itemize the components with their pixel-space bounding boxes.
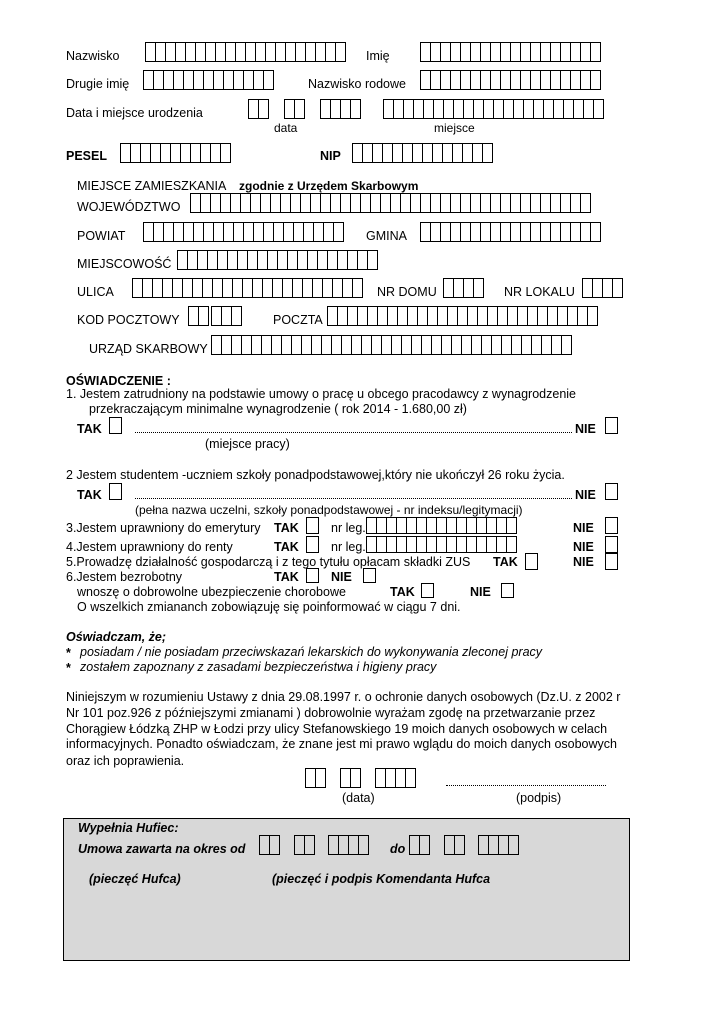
flat-no-label: NR LOKALU [504,285,575,299]
tax-office-label: URZĄD SKARBOWY [89,342,208,356]
post-label: POCZTA [273,313,323,327]
postcode-label: KOD POCZTOWY [77,313,180,327]
house-no-label: NR DOMU [377,285,437,299]
item-6-no-checkbox[interactable] [363,568,376,583]
hufiec-heading: Wypełnia Hufiec: [78,821,179,835]
declaration-item-1-cont: przekraczającym minimalne wynagrodzenie ( rok 2014 - 1.680,00 zł) [89,402,467,416]
statement-point-1: posiadam / nie posiadam przeciwskazań lekarskich do wykonywania zleconej pracy [80,645,543,659]
statement-point-2: zostałem zapoznany z zasadami bezpieczeństwa i higieny pracy [80,660,437,674]
commander-stamp-label: (pieczęć i podpis Komendanta Hufca [272,872,491,886]
item-3-nr-leg-label: nr leg. [331,521,366,535]
family-name-label: Nazwisko rodowe [308,77,406,91]
declaration-item-5: 5.Prowadzę działalność gospodarczą i z tego tytułu opłacam składki ZUS [66,555,471,569]
school-caption: (pełna nazwa uczelni, szkoły ponadpodstawowej - nr indeksu/legitymacji) [135,503,523,517]
consent-line-3: Chorągiew Łódzką ZHP w Łodzi przy ulicy Stefanowskiego 19 moich danych osobowych w celach [66,722,608,736]
item-2-no-checkbox[interactable] [605,483,618,500]
declaration-item-4: 4.Jestem uprawniony do renty [66,540,233,554]
contract-from-month[interactable] [294,835,315,855]
item-6-no-label: NIE [331,570,352,584]
birth-label: Data i miejsce urodzenia [66,106,203,120]
consent-line-5: oraz ich poprawienia. [66,754,185,768]
consent-line-4: informacyjnych. Ponadto oświadczam, że znane jest mi prawo wglądu do moich danych osobowych [66,737,617,751]
contract-from-day[interactable] [259,835,280,855]
sign-caption: (podpis) [516,791,562,805]
street-input[interactable] [132,278,363,298]
voivodeship-input[interactable] [190,193,591,213]
declaration-heading: OŚWIADCZENIE : [66,374,171,388]
flat-no-input[interactable] [582,278,623,298]
first-name-label: Imię [366,49,390,63]
birth-day-input[interactable] [248,99,269,119]
commune-label: GMINA [366,229,407,243]
town-input[interactable] [177,250,378,270]
item-4-yes-checkbox[interactable] [306,536,319,553]
contract-to-year[interactable] [478,835,519,855]
item-3-yes-label: TAK [274,521,299,535]
town-label: MIEJSCOWOŚĆ [77,257,172,271]
surname-input[interactable] [145,42,346,62]
address-heading: MIEJSCE ZAMIESZKANIA [77,179,227,193]
item-3-no-label: NIE [573,521,594,535]
contract-to-day[interactable] [409,835,430,855]
consent-line-1: Niniejszym w rozumieniu Ustawy z dnia 29.08.1997 r. o ochronie danych osobowych (Dz.U. z 2002 r [66,690,621,704]
sign-month-input[interactable] [340,768,361,788]
post-input[interactable] [327,306,598,326]
item-1-yes-label: TAK [77,422,102,436]
item-1-yes-checkbox[interactable] [109,417,122,434]
item-6-sub-yes-label: TAK [390,585,415,599]
notify-text: O wszelkich zmiananch zobowiązuję się poinformować w ciągu 7 dni. [77,600,461,614]
item-6-yes-label: TAK [274,570,299,584]
statement-heading: Oświadczam, że; [66,630,167,644]
family-name-input[interactable] [420,70,601,90]
item-6-yes-checkbox[interactable] [306,568,319,583]
item-5-yes-checkbox[interactable] [525,553,538,570]
item-6-sub-no-label: NIE [470,585,491,599]
contract-label: Umowa zawarta na okres od [78,842,246,856]
birth-place-input[interactable] [383,99,604,119]
street-label: ULICA [77,285,114,299]
contract-to-label: do [390,842,406,856]
first-name-input[interactable] [420,42,601,62]
hufiec-stamp-label: (pieczęć Hufca) [89,872,181,886]
date-caption: data [274,121,298,135]
surname-label: Nazwisko [66,49,120,63]
declaration-item-2: 2 Jestem studentem -uczniem szkoły ponadpodstawowej,który nie ukończył 26 roku życia. [66,468,565,482]
sign-date-caption: (data) [342,791,375,805]
item-4-no-checkbox[interactable] [605,536,618,553]
item-4-no-label: NIE [573,540,594,554]
sign-day-input[interactable] [305,768,326,788]
item-6-sub-no-checkbox[interactable] [501,583,514,598]
district-input[interactable] [143,222,344,242]
birth-year-input[interactable] [320,99,361,119]
nip-label: NIP [320,149,341,163]
declaration-item-1: 1. Jestem zatrudniony na podstawie umowy o pracę u obcego pracodawcy z wynagrodzenie [66,387,577,401]
postcode-first-input[interactable] [188,306,209,326]
declaration-item-3: 3.Jestem uprawniony do emerytury [66,521,261,535]
place-caption: miejsce [434,121,475,135]
postcode-second-input[interactable] [211,306,242,326]
house-no-input[interactable] [443,278,484,298]
item-2-no-label: NIE [575,488,596,502]
item-3-no-checkbox[interactable] [605,517,618,534]
bullet-2: * [66,661,71,675]
pesel-label: PESEL [66,149,107,163]
nip-input[interactable] [352,143,493,163]
item-4-nr-leg-label: nr leg. [331,540,366,554]
second-name-label: Drugie imię [66,77,130,91]
item-2-yes-label: TAK [77,488,102,502]
address-heading-note: zgodnie z Urzędem Skarbowym [239,179,419,193]
contract-to-month[interactable] [444,835,465,855]
school-line[interactable] [135,498,572,499]
district-label: POWIAT [77,229,126,243]
item-5-yes-label: TAK [493,555,518,569]
item-4-yes-label: TAK [274,540,299,554]
declaration-item-6: 6.Jestem bezrobotny [66,570,183,584]
item-3-yes-checkbox[interactable] [306,517,319,534]
item-4-nr-leg-input[interactable] [366,536,517,553]
item-5-no-checkbox[interactable] [605,553,618,570]
item-1-no-label: NIE [575,422,596,436]
item-2-yes-checkbox[interactable] [109,483,122,500]
item-1-no-checkbox[interactable] [605,417,618,434]
declaration-item-6-sub: wnoszę o dobrowolne ubezpieczenie chorobowe [77,585,346,599]
sign-year-input[interactable] [375,768,416,788]
item-6-sub-yes-checkbox[interactable] [421,583,434,598]
pesel-input[interactable] [120,143,231,163]
bullet-1: * [66,646,71,660]
item-3-nr-leg-input[interactable] [366,517,517,534]
workplace-line[interactable] [135,432,572,433]
commune-input[interactable] [420,222,601,242]
signature-line[interactable] [446,785,606,786]
tax-office-input[interactable] [211,335,572,355]
contract-from-year[interactable] [328,835,369,855]
voivodeship-label: WOJEWÓDZTWO [77,200,181,214]
birth-month-input[interactable] [284,99,305,119]
second-name-input[interactable] [143,70,274,90]
item-5-no-label: NIE [573,555,594,569]
workplace-caption: (miejsce pracy) [205,437,290,451]
consent-line-2: Nr 101 poz.926 z późniejszymi zmianami ) dobrowolnie wyrażam zgodę na przetwarzanie przez [66,706,596,720]
